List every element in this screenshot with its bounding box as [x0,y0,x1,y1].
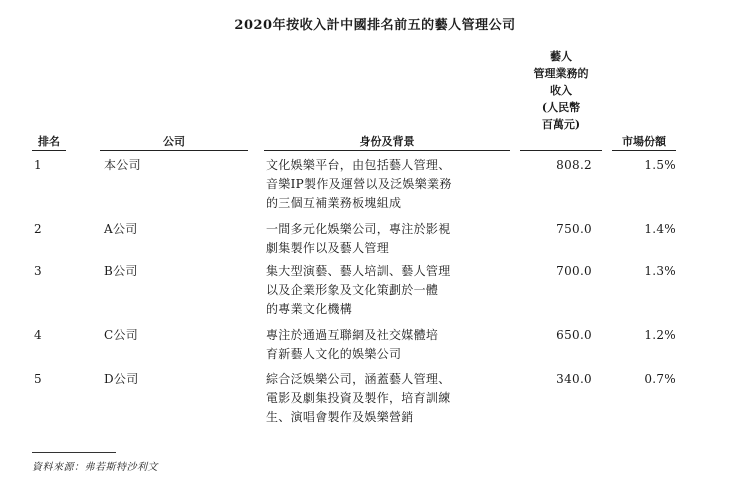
header-rule-background [264,150,510,151]
header-revenue [522,48,600,133]
header-rule-rank [32,150,66,151]
rank-cell: 4 [34,328,42,342]
share-cell: 1.3% [644,264,676,278]
background-cell [266,262,516,319]
background-cell [266,156,516,213]
source-rule [32,452,116,453]
revenue-cell: 750.0 [556,222,592,236]
revenue-cell: 808.2 [556,158,592,172]
background-line: 綜合泛娛樂公司，涵蓋藝人管理、 [266,372,451,386]
table-title: 2020年按收入計中國排名前五的藝人管理公司 [234,18,516,33]
company-cell: D公司 [104,372,139,386]
header-rule-company [100,150,248,151]
header-revenue-line: (人民幣 [541,101,581,114]
header-company: 公司 [163,135,185,148]
background-line: 的三個互補業務板塊組成 [266,196,402,210]
background-line: 電影及劇集投資及製作，培育訓練 [266,391,451,405]
background-cell [266,220,516,258]
background-line: 劇集製作以及藝人管理 [266,241,390,255]
background-line: 專注於通過互聯網及社交媒體培 [266,328,439,342]
background-cell [266,326,516,364]
rank-cell: 1 [34,158,42,172]
header-revenue-line: 百萬元) [541,118,581,131]
rank-cell: 3 [34,264,42,278]
background-cell [266,370,516,427]
company-cell: A公司 [104,222,138,236]
revenue-cell: 340.0 [556,372,592,386]
source-note: 資料來源：弗若斯特沙利文 [32,462,158,473]
background-line: 以及企業形象及文化策劃於一體 [266,283,439,297]
revenue-cell: 700.0 [556,264,592,278]
header-share: 市場份額 [622,135,666,148]
revenue-cell: 650.0 [556,328,592,342]
header-revenue-line: 管理業務的 [533,67,589,80]
header-rule-share [612,150,676,151]
background-line: 的專業文化機構 [266,302,353,316]
company-cell: 本公司 [104,158,141,172]
background-line: 音樂IP製作及運營以及泛娛樂業務 [266,177,452,191]
background-line: 文化娛樂平台，由包括藝人管理、 [266,158,451,172]
company-cell: C公司 [104,328,139,342]
share-cell: 0.7% [644,372,676,386]
background-line: 集大型演藝、藝人培訓、藝人管理 [266,264,451,278]
company-cell: B公司 [104,264,138,278]
header-rank: 排名 [38,135,60,148]
background-line: 一間多元化娛樂公司，專注於影視 [266,222,451,236]
share-cell: 1.2% [644,328,676,342]
rank-cell: 2 [34,222,42,236]
header-revenue-line: 收入 [550,84,572,97]
header-rule-revenue [520,150,602,151]
background-line: 生、演唱會製作及娛樂營銷 [266,410,414,424]
background-line: 育新藝人文化的娛樂公司 [266,347,402,361]
rank-cell: 5 [34,372,42,386]
share-cell: 1.5% [644,158,676,172]
header-background: 身份及背景 [359,135,415,148]
header-revenue-line: 藝人 [550,50,572,63]
share-cell: 1.4% [644,222,676,236]
